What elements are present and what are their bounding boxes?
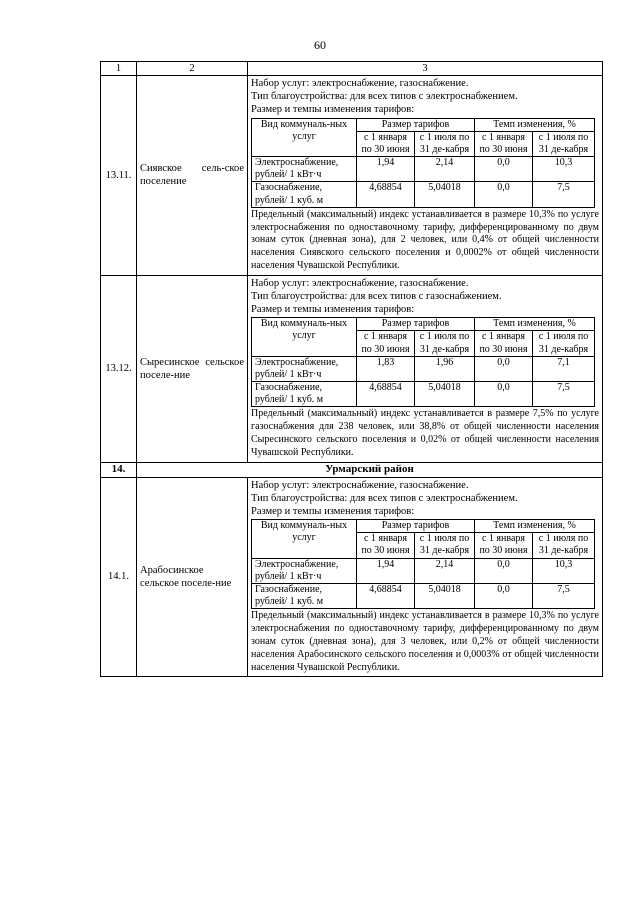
- size-header: Размер тарифов: [357, 318, 475, 331]
- settlement-name: Арабосинское сельское поселе-ние: [137, 477, 248, 677]
- district-row: [101, 462, 603, 477]
- rate-value: 0,0: [475, 356, 533, 381]
- tariff-table: [100, 61, 603, 677]
- tariff-value: 4,68854: [357, 182, 415, 207]
- tariff-row: [252, 558, 595, 583]
- row-number: 13.12.: [101, 275, 137, 462]
- tariff-subtable: [251, 519, 595, 609]
- period-header: с 1 января по 30 июня: [357, 533, 415, 558]
- limit-index-paragraph: Предельный (максимальный) индекс устанавливается в размере 10,3% по услуге электроснабжения по одноставочному тарифу, дифференцированному по двум зонам суток (дневная зона), для 3 человек, или 0,2% от общей численности населения Арабосинского сельского поселения и 0,0003% от общей численности населения Чувашской Республики.: [251, 610, 599, 673]
- rate-header: Темп изменения, %: [475, 118, 595, 131]
- block-content: [248, 275, 603, 462]
- block-row: [101, 477, 603, 677]
- period-header: с 1 июля по 31 де-кабря: [415, 533, 475, 558]
- district-number: 14.: [101, 462, 137, 477]
- service-label: Электроснабжение, рублей/ 1 кВт·ч: [252, 558, 357, 583]
- rate-value: 7,5: [533, 583, 595, 608]
- tariff-row: [252, 157, 595, 182]
- kind-header: Вид коммуналь-ных услуг: [252, 520, 357, 559]
- district-name: Урмарский район: [137, 462, 603, 477]
- period-header: с 1 января по 30 июня: [475, 131, 533, 156]
- kind-header: Вид коммуналь-ных услуг: [252, 318, 357, 357]
- tariff-row: [252, 356, 595, 381]
- type-line: Тип благоустройства: для всех типов с газоснабжением.: [251, 290, 502, 302]
- period-header: с 1 января по 30 июня: [475, 331, 533, 356]
- limit-index-paragraph: Предельный (максимальный) индекс устанавливается в размере 7,5% по услуге газоснабжения для 238 человек, или 38,8% от общей численности населения Сыресинского сельского поселения и 0,02% от общей численности населения Чувашской Республики.: [251, 408, 599, 458]
- tariff-value: 1,96: [415, 356, 475, 381]
- rate-value: 10,3: [533, 157, 595, 182]
- rate-value: 0,0: [475, 583, 533, 608]
- size-header: Размер тарифов: [357, 520, 475, 533]
- tariff-row: [252, 382, 595, 407]
- block-content: [248, 477, 603, 677]
- service-label: Газоснабжение, рублей/ 1 куб. м: [252, 583, 357, 608]
- period-header: с 1 июля по 31 де-кабря: [533, 331, 595, 356]
- tariff-value: 4,68854: [357, 382, 415, 407]
- page-number: 60: [314, 38, 326, 52]
- block-row: [101, 275, 603, 462]
- period-header: с 1 января по 30 июня: [357, 331, 415, 356]
- size-line: Размер и темпы изменения тарифов:: [251, 505, 415, 517]
- rate-header: Темп изменения, %: [475, 318, 595, 331]
- service-label: Газоснабжение, рублей/ 1 куб. м: [252, 182, 357, 207]
- tariff-value: 5,04018: [415, 583, 475, 608]
- period-header: с 1 июля по 31 де-кабря: [533, 131, 595, 156]
- rate-value: 10,3: [533, 558, 595, 583]
- row-number: 14.1.: [101, 477, 137, 677]
- tariff-value: 2,14: [415, 558, 475, 583]
- tariff-subtable: [251, 118, 595, 208]
- rate-value: 7,5: [533, 182, 595, 207]
- header-col-1: 1: [101, 62, 137, 76]
- tariff-value: 1,94: [357, 157, 415, 182]
- tariff-value: 5,04018: [415, 182, 475, 207]
- block-content: [248, 76, 603, 276]
- tariff-value: 2,14: [415, 157, 475, 182]
- header-col-3: 3: [248, 62, 603, 76]
- period-header: с 1 января по 30 июня: [357, 131, 415, 156]
- services-line: Набор услуг: электроснабжение, газоснабжение.: [251, 277, 469, 289]
- settlement-name: Сиявское сель-ское поселение: [137, 76, 248, 276]
- row-number: 13.11.: [101, 76, 137, 276]
- period-header: с 1 января по 30 июня: [475, 533, 533, 558]
- size-line: Размер и темпы изменения тарифов:: [251, 304, 415, 316]
- size-header: Размер тарифов: [357, 118, 475, 131]
- rate-value: 0,0: [475, 157, 533, 182]
- kind-header: Вид коммуналь-ных услуг: [252, 118, 357, 157]
- service-label: Электроснабжение, рублей/ 1 кВт·ч: [252, 157, 357, 182]
- type-line: Тип благоустройства: для всех типов с электроснабжением.: [251, 492, 518, 504]
- rate-value: 7,1: [533, 356, 595, 381]
- period-header: с 1 июля по 31 де-кабря: [533, 533, 595, 558]
- header-col-2: 2: [137, 62, 248, 76]
- block-row: [101, 76, 603, 276]
- services-line: Набор услуг: электроснабжение, газоснабжение.: [251, 479, 469, 491]
- tariff-value: 1,94: [357, 558, 415, 583]
- size-line: Размер и темпы изменения тарифов:: [251, 104, 415, 116]
- rate-header: Темп изменения, %: [475, 520, 595, 533]
- settlement-name: Сыресинское сельское поселе-ние: [137, 275, 248, 462]
- tariff-value: 5,04018: [415, 382, 475, 407]
- tariff-value: 1,83: [357, 356, 415, 381]
- tariff-value: 4,68854: [357, 583, 415, 608]
- period-header: с 1 июля по 31 де-кабря: [415, 131, 475, 156]
- rate-value: 0,0: [475, 558, 533, 583]
- tariff-subtable: [251, 317, 595, 407]
- tariff-row: [252, 182, 595, 207]
- tariff-row: [252, 583, 595, 608]
- rate-value: 7,5: [533, 382, 595, 407]
- header-row: [101, 62, 603, 76]
- period-header: с 1 июля по 31 де-кабря: [415, 331, 475, 356]
- service-label: Газоснабжение, рублей/ 1 куб. м: [252, 382, 357, 407]
- type-line: Тип благоустройства: для всех типов с электроснабжением.: [251, 91, 518, 103]
- rate-value: 0,0: [475, 182, 533, 207]
- limit-index-paragraph: Предельный (максимальный) индекс устанавливается в размере 10,3% по услуге электроснабжения по одноставочному тарифу, дифференцированному по двум зонам суток (дневная зона), для 2 человек, или 0,4% от общей численности населения Сиявского сельского поселения и 0,0002% от общей численности населения Чувашской Республики.: [251, 208, 599, 271]
- rate-value: 0,0: [475, 382, 533, 407]
- service-label: Электроснабжение, рублей/ 1 кВт·ч: [252, 356, 357, 381]
- services-line: Набор услуг: электроснабжение, газоснабжение.: [251, 78, 469, 90]
